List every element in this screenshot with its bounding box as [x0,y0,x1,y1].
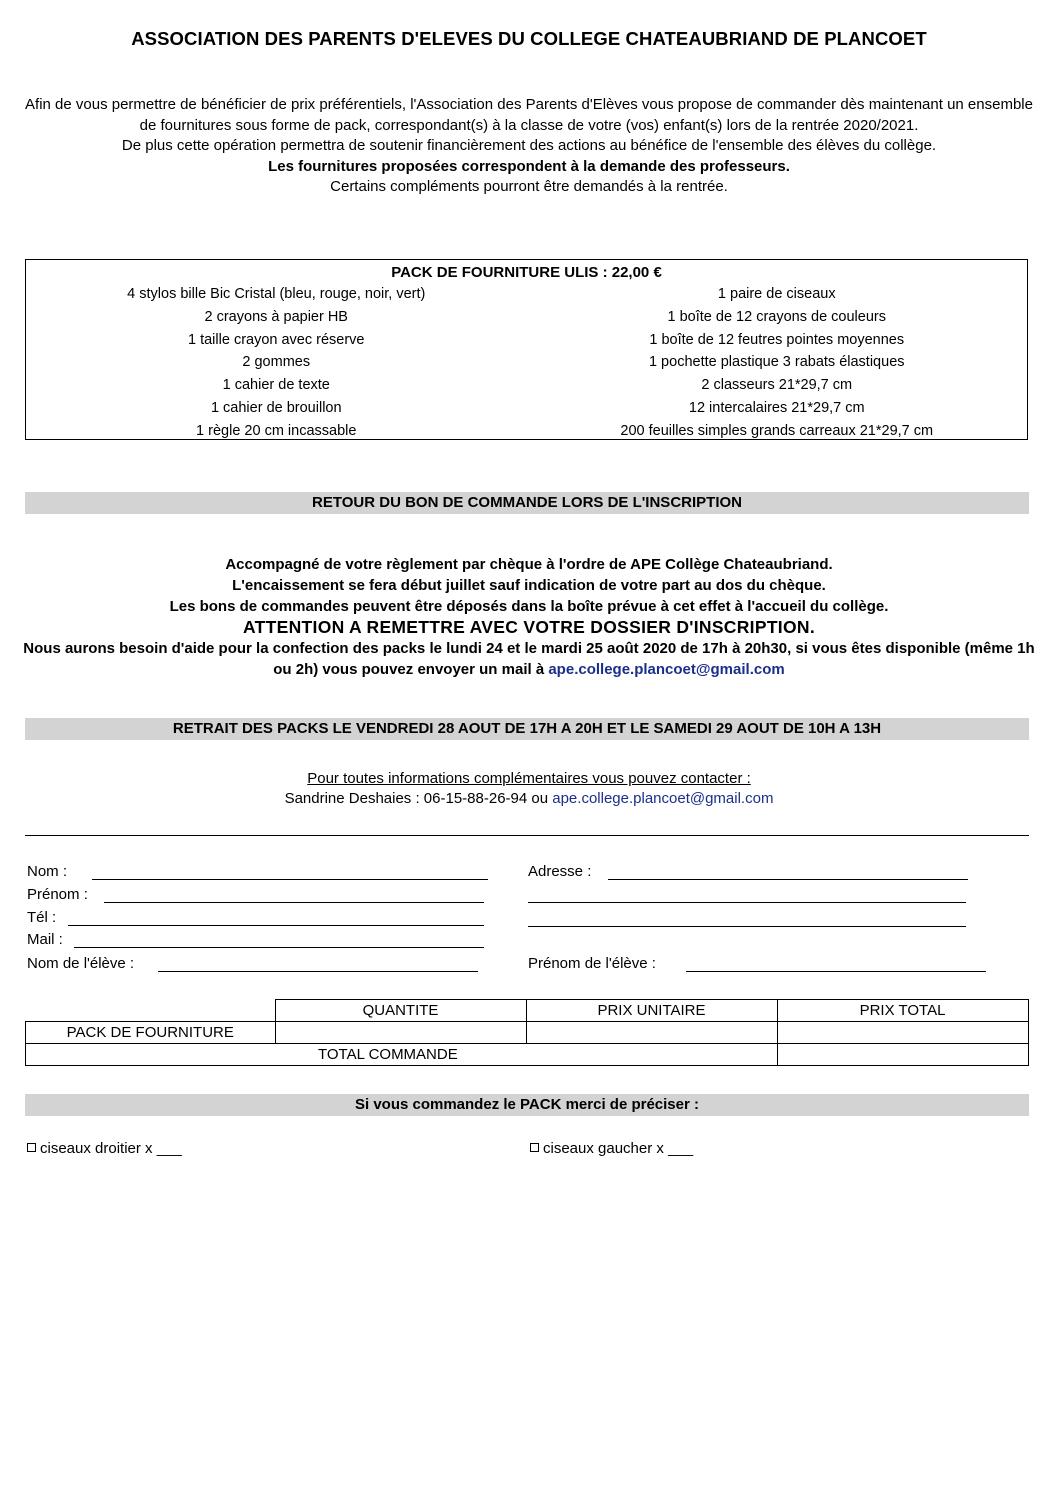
section-divider [25,835,1029,836]
pack-item: 1 règle 20 cm incassable [196,422,357,439]
total-commande-cell[interactable] [777,1044,1028,1066]
prenom-input-line[interactable] [104,902,484,903]
prenom-label: Prénom : [27,886,88,903]
mail-label: Mail : [27,931,63,948]
tel-label: Tél : [27,909,57,926]
header-prix-total: PRIX TOTAL [777,1000,1028,1022]
table-row [26,1022,1029,1044]
prenom-eleve-label: Prénom de l'élève : [528,955,656,972]
prenom-eleve-input-line[interactable] [686,971,986,972]
scissors-right-option[interactable] [27,1140,182,1157]
prix-unitaire-cell[interactable] [526,1022,777,1044]
pack-item: 2 classeurs 21*29,7 cm [701,377,853,394]
order-table [25,999,1029,1066]
pack-item: 1 cahier de brouillon [210,399,342,416]
retour-line-4 [20,638,1038,680]
table-header-row [26,1000,1029,1022]
quantite-cell[interactable] [275,1022,526,1044]
intro-line-1: Afin de vous permettre de bénéficier de prix préférentiels, l'Association des Parents d'Elèves vous propose de commander dès maintenant un ensemble de fournitures sous forme de pack, correspondant(s) à la classe de votre (vos) enfant(s) lors de la rentrée 2020/2021. [25,96,1033,134]
retour-line-3: Les bons de commandes peuvent être déposés dans la boîte prévue à cet effet à l'accueil du collège. [169,598,889,615]
scissors-left-option[interactable] [530,1140,693,1157]
pack-item: 2 crayons à papier HB [204,308,348,325]
mail-input-line[interactable] [74,947,484,948]
intro-line-4: Certains compléments pourront être demandés à la rentrée. [330,178,728,195]
pack-item: 4 stylos bille Bic Cristal (bleu, rouge, noir, vert) [127,286,426,302]
pack-items-left [26,283,527,443]
pack-item: 1 cahier de texte [222,377,330,394]
nom-eleve-input-line[interactable] [158,971,478,972]
pack-title: PACK DE FOURNITURE ULIS : 22,00 € [391,264,662,281]
tel-input-line[interactable] [68,925,484,926]
adresse-input-line-2[interactable] [528,902,966,903]
pack-item: 2 gommes [242,354,311,371]
pack-item: 1 boîte de 12 crayons de couleurs [667,308,886,325]
header-quantite: QUANTITE [275,1000,526,1022]
checkbox-icon[interactable] [27,1143,36,1152]
contact-info [0,769,1058,809]
adresse-input-line-3[interactable] [528,926,966,927]
document-title: ASSOCIATION DES PARENTS D'ELEVES DU COLLEGE CHATEAUBRIAND DE PLANCOET [131,28,927,49]
retour-heading: RETOUR DU BON DE COMMANDE LORS DE L'INSCRIPTION [25,492,1029,514]
nom-input-line[interactable] [92,879,488,880]
adresse-label: Adresse : [528,863,592,880]
help-request-text: Nous aurons besoin d'aide pour la confection des packs le lundi 24 et le mardi 25 août 2020 de 17h à 20h30, si vous êtes disponible (même 1h ou 2h) vous pouvez envoyer un mail à [23,640,1035,678]
scissors-heading: Si vous commandez le PACK merci de préciser : [25,1094,1029,1116]
scissors-left-label: ciseaux gaucher x ___ [543,1140,694,1157]
adresse-input-line-1[interactable] [608,879,968,880]
row-pack-label: PACK DE FOURNITURE [26,1022,276,1044]
pack-item: 12 intercalaires 21*29,7 cm [688,399,865,416]
pack-item: 200 feuilles simples grands carreaux 21*29,7 cm [620,422,934,439]
contact-line [0,789,1058,809]
pack-items-right [527,283,1028,443]
intro-text [20,95,1038,198]
total-commande-label: TOTAL COMMANDE [26,1044,778,1066]
contact-email-link[interactable]: ape.college.plancoet@gmail.com [552,790,774,807]
retour-line-1: Accompagné de votre règlement par chèque à l'ordre de APE Collège Chateaubriand. [225,556,833,573]
attention-notice: ATTENTION A REMETTRE AVEC VOTRE DOSSIER D'INSCRIPTION. [243,617,815,637]
intro-line-3: Les fournitures proposées correspondent à la demande des professeurs. [268,157,790,175]
prix-total-cell[interactable] [777,1022,1028,1044]
scissors-right-label: ciseaux droitier x ___ [40,1140,182,1157]
retrait-heading: RETRAIT DES PACKS LE VENDREDI 28 AOUT DE 17H A 20H ET LE SAMEDI 29 AOUT DE 10H A 13H [25,718,1029,740]
intro-line-2: De plus cette opération permettra de soutenir financièrement des actions au bénéfice de l'ensemble des élèves du collège. [121,137,937,154]
pack-item: 1 paire de ciseaux [717,286,836,302]
pack-item: 1 pochette plastique 3 rabats élastiques [648,354,905,371]
retour-text [20,554,1038,680]
checkbox-icon[interactable] [530,1143,539,1152]
nom-label: Nom : [27,863,68,880]
pack-item: 1 taille crayon avec réserve [188,331,365,348]
pack-contents-box [25,259,1028,440]
pack-item: 1 boîte de 12 feutres pointes moyennes [649,331,905,348]
help-email-link[interactable]: ape.college.plancoet@gmail.com [548,661,785,678]
table-total-row [26,1044,1029,1066]
nom-eleve-label: Nom de l'élève : [27,955,135,972]
retour-line-2: L'encaissement se fera début juillet sauf indication de votre part au dos du chèque. [232,577,826,594]
contact-intro: Pour toutes informations complémentaires vous pouvez contacter : [307,770,751,787]
contact-person: Sandrine Deshaies : 06-15-88-26-94 ou [284,790,549,807]
header-prix-unitaire: PRIX UNITAIRE [526,1000,777,1022]
